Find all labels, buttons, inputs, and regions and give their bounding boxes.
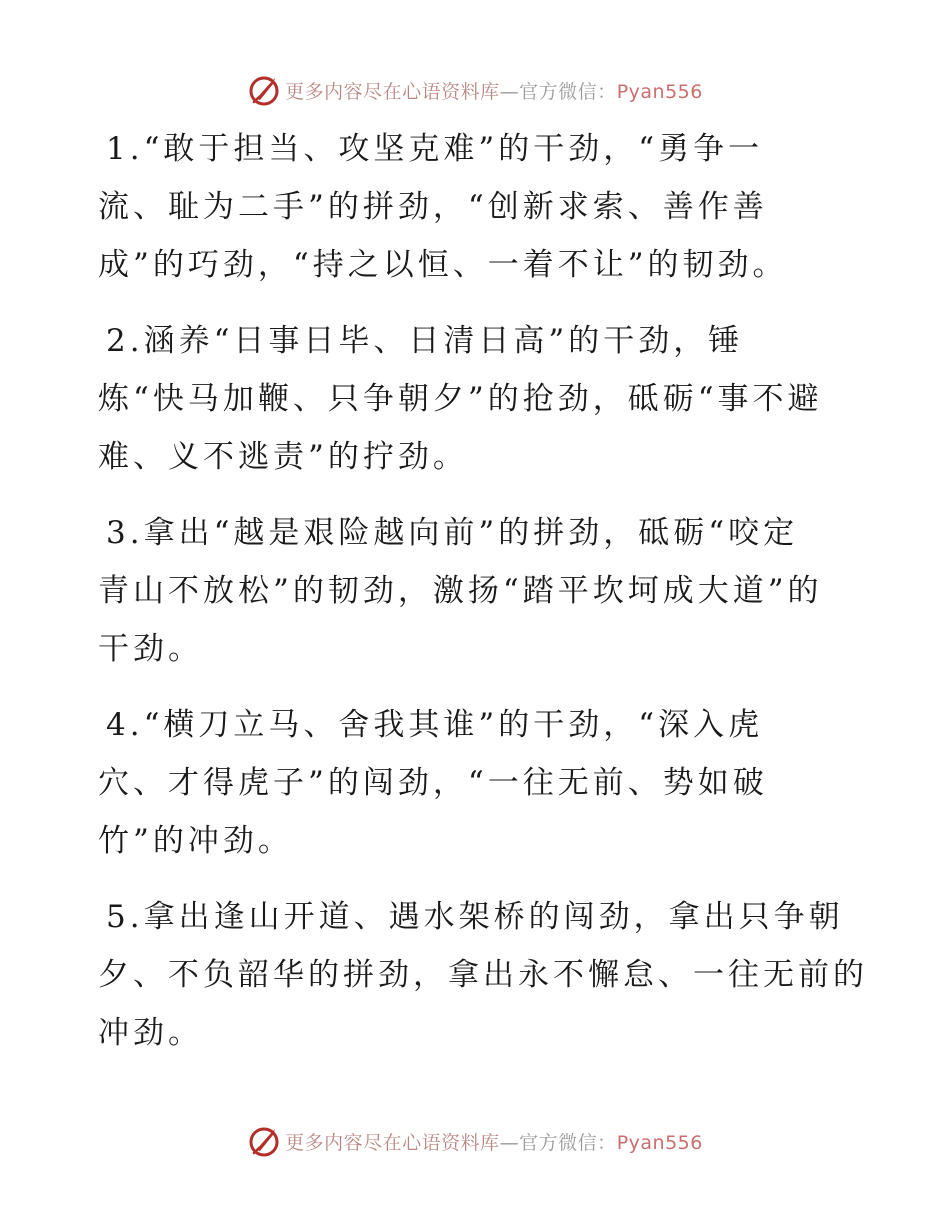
paragraph-line: 成”的巧劲，“持之以恒、一着不让”的韧劲。	[98, 247, 788, 283]
paragraph-line: 1.“敢于担当、攻坚克难”的干劲，“勇争一	[106, 131, 764, 167]
paragraph-5	[98, 888, 868, 1062]
paragraph-line: 穴、才得虎子”的闯劲，“一往无前、势如破	[98, 765, 768, 801]
paragraph-line: 流、耻为二手”的拼劲，“创新求索、善作善	[98, 189, 768, 225]
banner-dash: —	[499, 80, 520, 103]
paragraph-3	[98, 504, 858, 678]
paragraph-line: 难、义不逃责”的拧劲。	[98, 439, 468, 475]
banner-site-text: 更多内容尽在心语资料库	[285, 1131, 500, 1154]
paragraph-line: 青山不放松”的韧劲，激扬“踏平坎坷成大道”的	[98, 573, 823, 609]
paragraph-2	[98, 312, 858, 486]
quill-logo-icon	[247, 1124, 281, 1158]
banner-wechat-label: 官方微信：	[519, 80, 617, 103]
paragraph-line: 冲劲。	[98, 1015, 203, 1051]
banner-dash: —	[499, 1131, 520, 1154]
banner-wechat-label: 官方微信：	[519, 1131, 617, 1154]
paragraph-line: 5.拿出逢山开道、遇水架桥的闯劲，拿出只争朝	[106, 899, 844, 935]
paragraph-line: 2.涵养“日事日毕、日清日高”的干劲，锤	[106, 323, 744, 359]
banner-wechat-id: Pyan556	[616, 1131, 703, 1154]
quill-logo-icon	[247, 73, 281, 107]
banner-wechat-id: Pyan556	[616, 80, 703, 103]
document-body	[98, 120, 868, 1080]
paragraph-1	[98, 120, 858, 294]
banner-site-text: 更多内容尽在心语资料库	[285, 80, 500, 103]
paragraph-line: 炼“快马加鞭、只争朝夕”的抢劲，砥砺“事不避	[98, 381, 823, 417]
header-banner	[0, 70, 950, 110]
paragraph-4	[98, 696, 858, 870]
paragraph-line: 夕、不负韶华的拼劲，拿出永不懈怠、一往无前的	[98, 957, 868, 993]
paragraph-line: 竹”的冲劲。	[98, 823, 293, 859]
paragraph-line: 4.“横刀立马、舍我其谁”的干劲，“深入虎	[106, 707, 764, 743]
paragraph-line: 3.拿出“越是艰险越向前”的拼劲，砥砺“咬定	[106, 515, 799, 551]
footer-banner	[0, 1121, 950, 1161]
paragraph-line: 干劲。	[98, 631, 203, 667]
